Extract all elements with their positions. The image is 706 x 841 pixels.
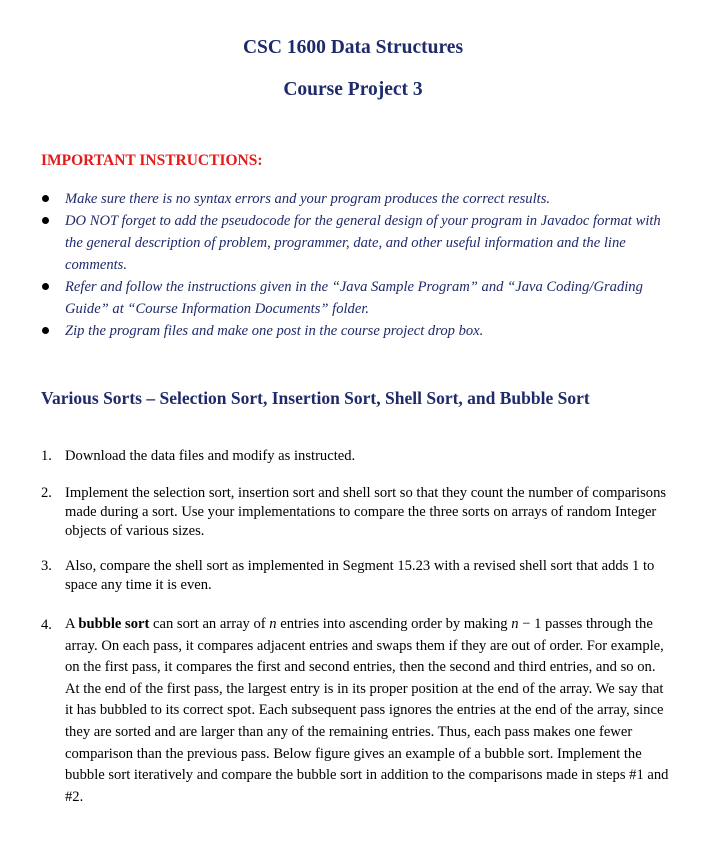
section-heading: Various Sorts – Selection Sort, Insertion Sort, Shell Sort, and Bubble Sort xyxy=(41,388,590,408)
instruction-text: Refer and follow the instructions given in the “Java Sample Program” and “Java Coding/Grading Guide” at “Course Information Documents” folder. xyxy=(65,279,643,317)
instruction-item xyxy=(41,320,661,342)
instruction-text: DO NOT forget to add the pseudocode for the general design of your program in Javadoc format with the general description of problem, programmer, date, and other useful information and the line comments. xyxy=(65,213,661,273)
text-run: − 1 passes through the array. On each pass, it compares adjacent entries and swaps them if they are out of order. For example, on the first pass, it compares the first and second entries, then the second and third entries, and so on. At the end of the first pass, the largest entry is in its proper position at the end of the array. We say that it has bubbled to its correct spot. Each subsequent pass ignores the entries at the end of the array, since they are sorted and are larger than any of the remaining entries. Thus, each pass makes one fewer comparison than the previous pass. Below figure gives an example of a bubble sort. Implement the bubble sort iteratively and compare the bubble sort in addition to the comparisons made in steps #1 and #2. xyxy=(65,616,669,805)
step-text: Also, compare the shell sort as implemented in Segment 15.23 with a revised shell sort that adds 1 to space any time it is even. xyxy=(65,558,655,593)
step-text: Download the data files and modify as instructed. xyxy=(65,448,356,464)
variable-n: n xyxy=(511,616,519,632)
step-item xyxy=(41,484,671,541)
bullet-icon xyxy=(42,195,49,202)
step-number: 2. xyxy=(41,485,52,501)
instruction-text: Make sure there is no syntax errors and your program produces the correct results. xyxy=(65,191,551,207)
step-number: 4. xyxy=(41,617,52,633)
project-title: Course Project 3 xyxy=(283,79,423,100)
bullet-icon xyxy=(42,217,49,224)
bubble-sort-term: bubble sort xyxy=(78,616,150,632)
step-number: 1. xyxy=(41,448,52,464)
instructions-list xyxy=(41,188,661,342)
step-text xyxy=(65,616,668,805)
bullet-icon xyxy=(42,283,49,290)
variable-n: n xyxy=(269,616,277,632)
step-text: Implement the selection sort, insertion sort and shell sort so that they count the number of comparisons made during a sort. Use your implementations to compare the three sorts on arrays of random Integer objects of various sizes. xyxy=(65,485,667,539)
course-title: CSC 1600 Data Structures xyxy=(242,37,464,58)
instruction-item xyxy=(41,276,661,320)
step-item xyxy=(41,557,671,595)
instruction-item xyxy=(41,188,661,210)
step-item xyxy=(41,447,671,466)
text-run: A xyxy=(65,616,79,632)
text-run: entries into ascending order by making xyxy=(276,616,512,632)
instruction-item xyxy=(41,210,661,276)
step-number: 3. xyxy=(41,558,52,574)
text-run: can sort an array of xyxy=(149,616,270,632)
step-item xyxy=(41,614,671,808)
bullet-icon xyxy=(42,327,49,334)
important-instructions-heading: IMPORTANT INSTRUCTIONS: xyxy=(41,152,263,169)
instruction-text: Zip the program files and make one post in the course project drop box. xyxy=(65,323,484,339)
